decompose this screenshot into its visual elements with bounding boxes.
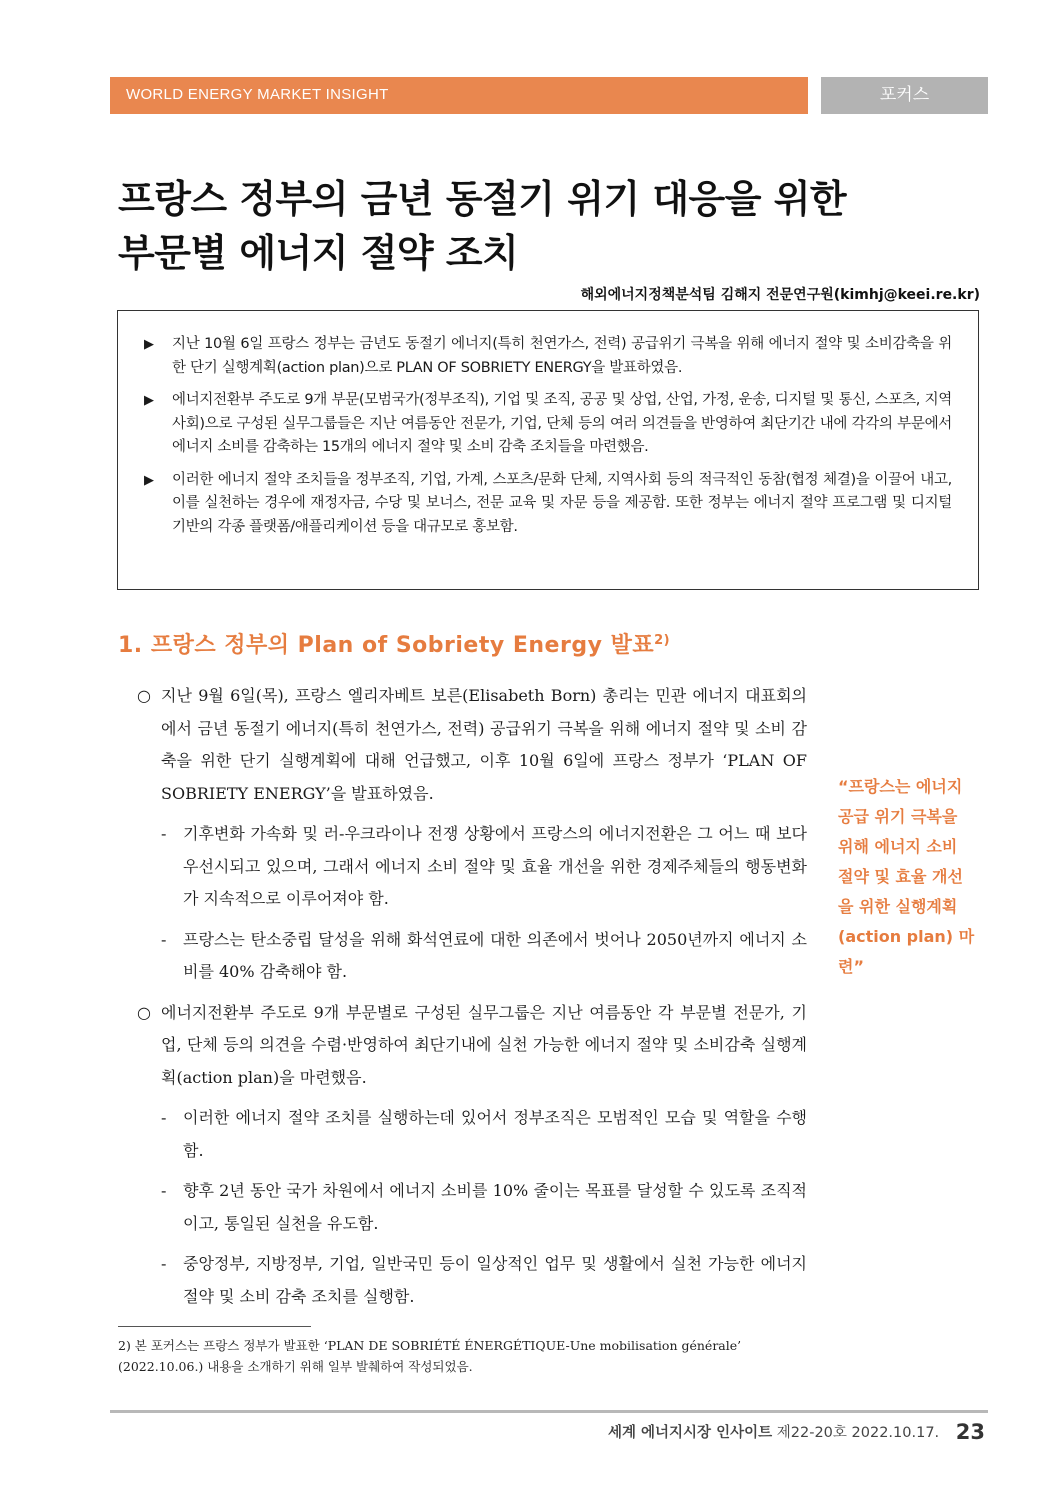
summary-text: 지난 10월 6일 프랑스 정부는 금년도 동절기 에너지(특히 천연가스, 전력) 공급위기 극복을 위해 에너지 절약 및 소비감축을 위한 단기 실행계획(action plan)으로 PLAN OF SOBRIETY ENERGY을 발표하였음.: [172, 336, 952, 376]
series-name: WORLD ENERGY MARKET INSIGHT: [126, 86, 389, 103]
sub-item-text: 중앙정부, 지방정부, 기업, 일반국민 등이 일상적인 업무 및 생활에서 실천 가능한 에너지 절약 및 소비 감축 조치를 실행함.: [183, 1254, 807, 1306]
publication-name: 세계 에너지시장 인사이트: [607, 1425, 773, 1441]
sub-item-text: 프랑스는 탄소중립 달성을 위해 화석연료에 대한 의존에서 벗어나 2050년까지 에너지 소비를 40% 감축해야 함.: [183, 929, 807, 981]
triangle-bullet-icon: ▶: [144, 337, 154, 352]
author-byline: 해외에너지정책분석팀 김해지 전문연구원(kimhj@keei.re.kr): [580, 287, 980, 303]
sidebar-quote: “프랑스는 에너지 공급 위기 극복을 위해 에너지 소비 절약 및 효율 개선을 위한 실행계획(action plan) 마련”: [838, 777, 975, 976]
sub-item-text: 기후변화 가속화 및 러-우크라이나 전쟁 상황에서 프랑스의 에너지전환은 그 어느 때 보다 우선시되고 있으며, 그래서 에너지 소비 절약 및 효율 개선을 위한 경제주체들의 행동변화가 지속적으로 이루어져야 함.: [183, 824, 807, 908]
footer-divider: [110, 1410, 988, 1413]
triangle-bullet-icon: ▶: [144, 393, 154, 408]
circle-bullet-icon: ○: [137, 1002, 151, 1022]
footnote: 2) 본 포커스는 프랑스 정부가 발표한 ‘PLAN DE SOBRIÉTÉ ÉNERGÉTIQUE-Une mobilisation générale’ (2022.10.06.) 내용을 소개하기 위해 일부 발췌하여 작성되었음.: [118, 1338, 742, 1374]
summary-item: [144, 333, 952, 380]
dash-marker: -: [161, 1108, 167, 1127]
sub-item: [137, 1175, 807, 1240]
paragraph-text: 지난 9월 6일(목), 프랑스 엘리자베트 보른(Elisabeth Born) 총리는 민관 에너지 대표회의에서 금년 동절기 에너지(특히 천연가스, 전력) 공급위기 극복을 위해 에너지 절약 및 소비 감축을 위한 단기 실행계획에 대해 언급했고, 이후 10월 6일에 프랑스 정부가 ‘PLAN OF SOBRIETY ENERGY’을 발표하였음.: [161, 686, 807, 803]
paragraph-text: 에너지전환부 주도로 9개 부문별로 구성된 실무그룹은 지난 여름동안 각 부문별 전문가, 기업, 단체 등의 의견을 수렴·반영하여 최단기내에 실천 가능한 에너지 절약 및 소비감축 실행계획(action plan)을 마련했음.: [161, 1002, 807, 1087]
title-line-2: 부문별 에너지 절약 조치: [118, 231, 519, 275]
section-heading: [118, 628, 670, 659]
sub-item: [137, 818, 807, 916]
sub-item: [137, 1102, 807, 1167]
title-line-1: 프랑스 정부의 금년 동절기 위기 대응을 위한: [118, 177, 847, 221]
summary-text: 에너지전환부 주도로 9개 부문(모범국가(정부조직), 기업 및 조직, 공공 및 상업, 산업, 가정, 운송, 디지털 및 통신, 스포츠, 지역사회)으로 구성된 실무그룹들은 지난 여름동안 전문가, 기업, 단체 등의 여러 의견들을 반영하여 최단기간 내에 각각의 부문에서 에너지 소비를 감축하는 15개의 에너지 절약 및 소비 감축 조치들을 마련했음.: [172, 392, 952, 455]
sub-item: [137, 1248, 807, 1313]
sub-item-text: 향후 2년 동안 국가 차원에서 에너지 소비를 10% 줄이는 목표를 달성할 수 있도록 조직적이고, 통일된 실천을 유도함.: [183, 1181, 807, 1233]
header-bar: [110, 77, 808, 114]
summary-text: 이러한 에너지 절약 조치들을 정부조직, 기업, 가계, 스포츠/문화 단체, 지역사회 등의 적극적인 동참(협정 체결)을 이끌어 내고, 이를 실천하는 경우에 재정자금, 수당 및 보너스, 전문 교육 및 자문 등을 제공함. 또한 정부는 에너지 절약 프로그램 및 디지털 기반의 각종 플랫폼/애플리케이션 등을 대규모로 홍보함.: [172, 471, 952, 535]
circle-bullet-icon: ○: [137, 686, 151, 705]
body-paragraph: [137, 997, 807, 1095]
page-footer: [608, 1420, 985, 1444]
dash-marker: -: [161, 1181, 167, 1200]
sub-item: [137, 924, 807, 989]
sub-item-text: 이러한 에너지 절약 조치를 실행하는데 있어서 정부조직은 모범적인 모습 및 역할을 수행함.: [183, 1108, 807, 1160]
body-paragraph: [137, 680, 807, 810]
summary-item: [144, 389, 952, 460]
section-heading-text: 1. 프랑스 정부의 Plan of Sobriety Energy 발표: [118, 633, 655, 658]
category-tag: 포커스: [821, 77, 988, 114]
footnote-divider: [118, 1326, 311, 1327]
dash-marker: -: [161, 929, 167, 949]
page-number: 23: [955, 1420, 985, 1444]
summary-box: [117, 310, 979, 590]
triangle-bullet-icon: ▶: [144, 472, 154, 488]
issue-info: 제22-20호 2022.10.17.: [776, 1425, 940, 1441]
summary-item: [144, 469, 952, 540]
footnote-ref[interactable]: 2): [654, 633, 671, 648]
article-title: [118, 172, 978, 280]
dash-marker: -: [161, 1254, 167, 1273]
body-text: [137, 680, 807, 1321]
dash-marker: -: [161, 824, 167, 843]
